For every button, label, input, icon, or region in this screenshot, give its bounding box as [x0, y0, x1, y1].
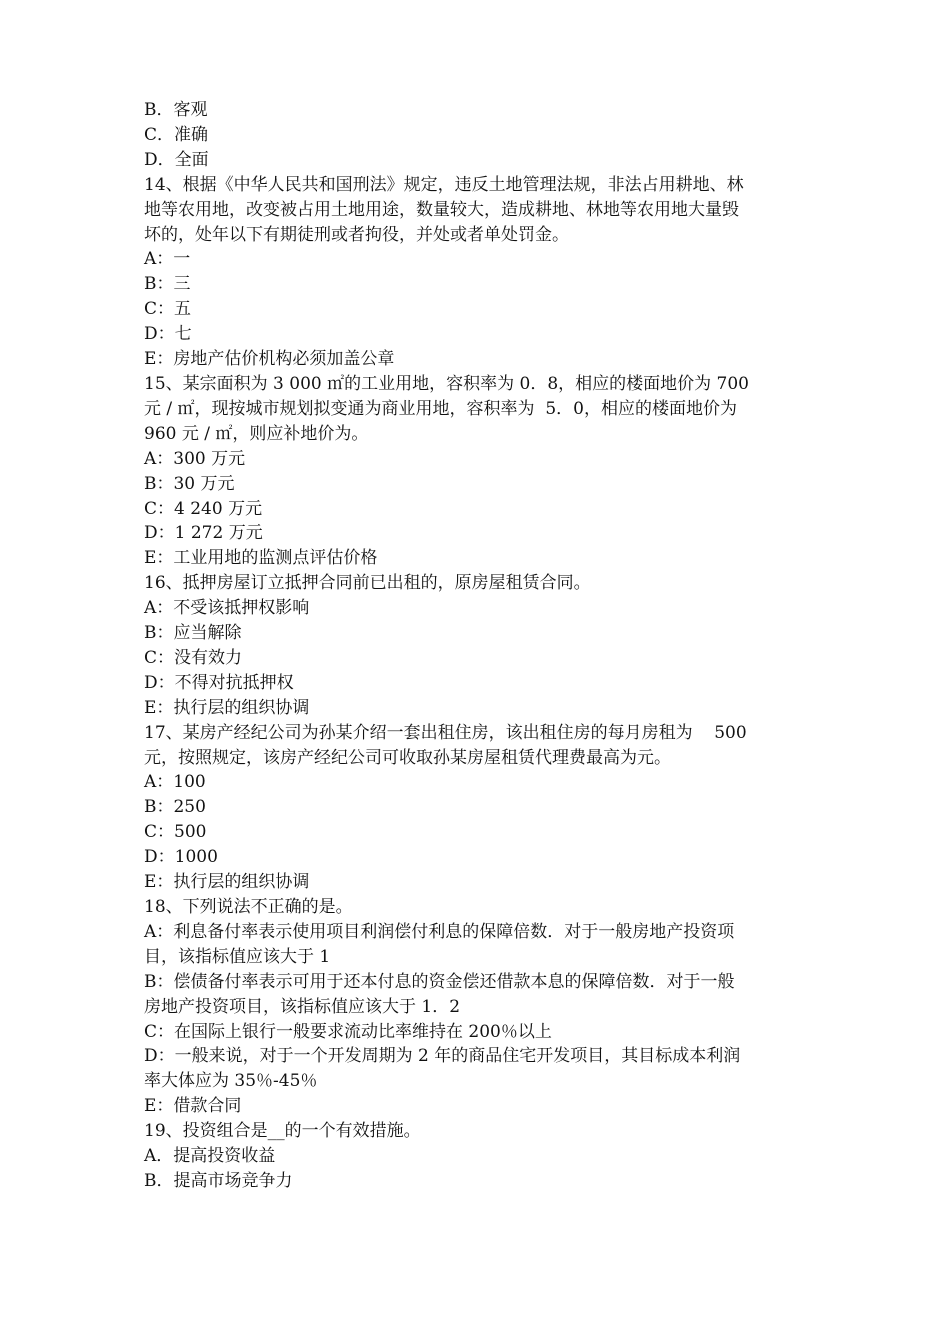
option-line: A：100: [144, 772, 206, 793]
option-line: B：应当解除: [144, 623, 242, 644]
question-17-text: 元，按照规定，该房产经纪公司可收取孙某房屋租赁代理费最高为元。: [144, 747, 671, 768]
question-16-text: 16、抵押房屋订立抵押合同前已出租的，原房屋租赁合同。: [144, 573, 591, 594]
option-line: A：一: [144, 249, 191, 270]
question-18-text: 18、下列说法不正确的是。: [144, 897, 353, 917]
option-line: C．准确: [144, 124, 209, 145]
option-line: A：不受该抵押权影响: [144, 598, 310, 619]
option-line: E：执行层的组织协调: [144, 872, 310, 893]
option-line: B．客观: [144, 100, 208, 120]
option-line: B：偿债备付率表示可用于还本付息的资金偿还借款本息的保障倍数．对于一般: [144, 971, 735, 992]
option-line: B：30 万元: [144, 473, 235, 494]
question-15-text: 15、某宗面积为 3 000 ㎡的工业用地，容积率为 0．8，相应的楼面地价为 700: [144, 373, 749, 394]
question-15-text: 元 / ㎡，现按城市规划拟变通为商业用地，容积率为 5．0，相应的楼面地价为: [144, 398, 737, 419]
option-line: C：在国际上银行一般要求流动比率维持在 200％以上: [144, 1021, 552, 1042]
option-line: C：五: [144, 299, 192, 320]
option-line: 率大体应为 35％-45％: [144, 1071, 318, 1092]
option-line: A：300 万元: [144, 448, 246, 469]
option-line: E：借款合同: [144, 1096, 242, 1117]
question-14-text: 地等农用地，改变被占用土地用途，数量较大，造成耕地、林地等农用地大量毁: [144, 199, 739, 220]
question-14-text: 14、根据《中华人民共和国刑法》规定，违反土地管理法规，非法占用耕地、林: [144, 174, 744, 195]
question-19-text: 19、投资组合是__的一个有效措施。: [144, 1121, 421, 1142]
option-line: 房地产投资项目，该指标值应该大于 1．2: [144, 996, 461, 1017]
option-line: B：三: [144, 274, 191, 295]
option-line: 目，该指标值应该大于 1: [144, 946, 331, 967]
option-line: D：不得对抗抵押权: [144, 672, 294, 693]
question-17-text: 17、某房产经纪公司为孙某介绍一套出租住房，该出租住房的每月房租为 500: [144, 722, 747, 743]
question-14-text: 坏的，处年以下有期徒刑或者拘役，并处或者单处罚金。: [144, 224, 569, 245]
option-line: A．提高投资收益: [144, 1146, 276, 1167]
option-line: E：房地产估价机构必须加盖公章: [144, 349, 395, 370]
document-page: [144, 98, 812, 1194]
option-line: D．全面: [144, 149, 209, 170]
option-line: C：500: [144, 822, 207, 843]
option-line: D：1000: [144, 847, 218, 868]
option-line: B：250: [144, 797, 206, 818]
option-line: C：4 240 万元: [144, 498, 263, 519]
option-line: A：利息备付率表示使用项目利润偿付利息的保障倍数．对于一般房地产投资项: [144, 921, 735, 942]
option-line: E：执行层的组织协调: [144, 697, 310, 718]
option-line: D：一般来说，对于一个开发周期为 2 年的商品住宅开发项目，其目标成本利润: [144, 1046, 741, 1067]
option-line: C：没有效力: [144, 647, 243, 668]
option-line: D：1 272 万元: [144, 523, 263, 544]
option-line: E：工业用地的监测点评估价格: [144, 548, 378, 569]
question-15-text: 960 元 / ㎡，则应补地价为。: [144, 423, 369, 444]
option-line: D：七: [144, 324, 192, 345]
option-line: B．提高市场竞争力: [144, 1170, 293, 1191]
